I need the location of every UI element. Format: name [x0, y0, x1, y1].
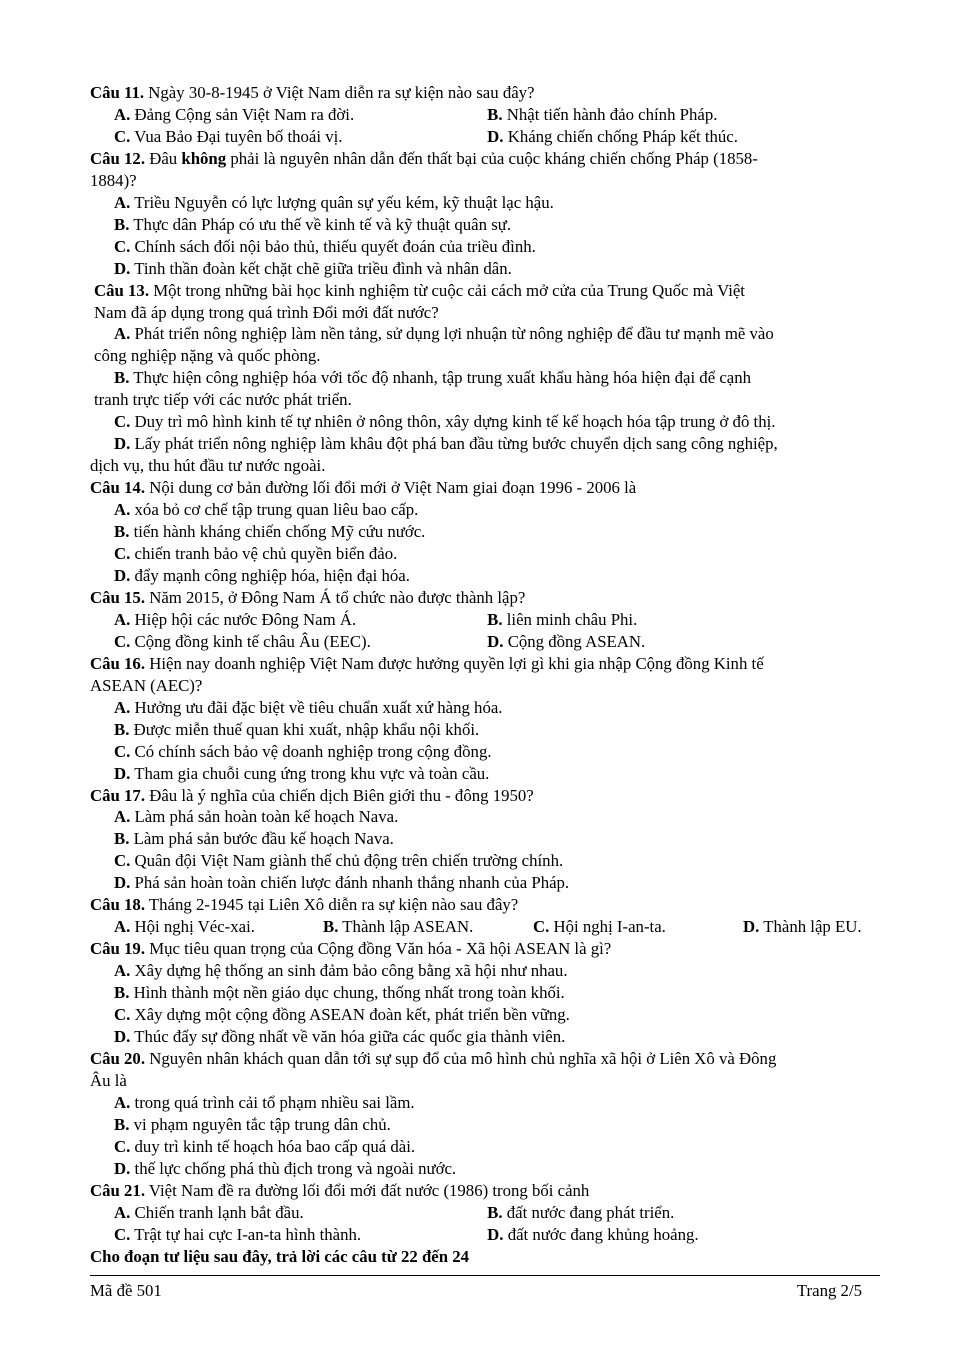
- question-16: [90, 653, 880, 785]
- option-text: Cộng đồng ASEAN.: [507, 631, 646, 651]
- question-text: Đâu là ý nghĩa của chiến dịch Biên giới thu - đông 1950?: [145, 785, 534, 805]
- option-letter: D.: [114, 873, 131, 893]
- option-letter: D.: [487, 1224, 504, 1244]
- option-a: [90, 499, 880, 521]
- option-letter: B.: [487, 104, 503, 124]
- question-stem: [90, 1048, 880, 1070]
- option-letter: D.: [487, 631, 504, 651]
- option-text: Được miễn thuế quan khi xuất, nhập khẩu nội khối.: [133, 719, 480, 739]
- option-text: Trật tự hai cực I-an-ta hình thành.: [134, 1224, 362, 1244]
- question-text: Hiện nay doanh nghiệp Việt Nam được hưởng quyền lợi gì khi gia nhập Cộng đồng Kinh tế: [145, 653, 764, 673]
- option-letter: D.: [114, 1026, 131, 1046]
- option-d: [94, 433, 880, 455]
- option-b: [90, 521, 880, 543]
- option-letter: A.: [114, 807, 131, 827]
- question-number: Câu 19.: [90, 939, 146, 959]
- option-text: Thực hiện công nghiệp hóa với tốc độ nhanh, tập trung xuất khẩu hàng hóa hiện đại để cạnh: [133, 368, 752, 388]
- option-b: [90, 214, 880, 236]
- question-text: Năm 2015, ở Đông Nam Á tổ chức nào được thành lập?: [145, 587, 526, 607]
- passage-intro: Cho đoạn tư liệu sau đây, trả lời các câu từ 22 đến 24: [90, 1246, 470, 1266]
- option-text: Nhật tiến hành đảo chính Pháp.: [506, 104, 718, 124]
- option-a: [90, 697, 880, 719]
- option-text: Chiến tranh lạnh bắt đầu.: [134, 1202, 304, 1222]
- option-c: [90, 850, 880, 872]
- option-text: Thực dân Pháp có ưu thế về kinh tế và kỹ thuật quân sự.: [133, 214, 512, 234]
- options-row: [90, 609, 880, 631]
- page-footer: [90, 1281, 862, 1301]
- option-text: Thành lập ASEAN.: [342, 917, 474, 937]
- option-letter: C.: [114, 544, 131, 564]
- footer-divider: [90, 1275, 880, 1276]
- option-text: Đảng Cộng sản Việt Nam ra đời.: [134, 104, 355, 124]
- option-text: vi phạm nguyên tắc tập trung dân chủ.: [133, 1114, 391, 1134]
- option-text: chiến tranh bảo vệ chủ quyền biển đảo.: [134, 544, 398, 564]
- question-text: Tháng 2-1945 tại Liên Xô diễn ra sự kiện nào sau đây?: [145, 895, 519, 915]
- question-13: [90, 280, 880, 478]
- option-c: [94, 411, 880, 433]
- option-letter: A.: [114, 104, 131, 124]
- option-b: [90, 982, 880, 1004]
- question-17: [90, 785, 880, 895]
- option-d: [90, 763, 880, 785]
- option-a: [90, 104, 487, 126]
- question-list: [90, 82, 880, 1267]
- option-letter: A.: [114, 192, 131, 212]
- option-text: Phá sản hoàn toàn chiến lược đánh nhanh thắng nhanh của Pháp.: [134, 873, 570, 893]
- option-a: [90, 192, 880, 214]
- option-text: Tinh thần đoàn kết chặt chẽ giữa triều đình và nhân dân.: [134, 258, 512, 278]
- option-letter: B.: [114, 368, 130, 388]
- option-text: Hội nghị Véc-xai.: [134, 917, 255, 937]
- option-b: [94, 367, 880, 389]
- option-letter: C.: [114, 126, 131, 146]
- option-letter: D.: [114, 1158, 131, 1178]
- option-letter: A.: [114, 324, 131, 344]
- options-row: [90, 104, 880, 126]
- option-b: [90, 719, 880, 741]
- option-b: [90, 828, 880, 850]
- option-letter: A.: [114, 609, 131, 629]
- option-d: [90, 872, 880, 894]
- option-text: Hình thành một nền giáo dục chung, thống nhất trong toàn khối.: [133, 983, 565, 1003]
- option-text: Tham gia chuỗi cung ứng trong khu vực và toàn cầu.: [134, 763, 490, 783]
- option-c: [90, 543, 880, 565]
- options-row: [90, 1202, 880, 1224]
- option-c: [90, 126, 487, 148]
- question-number: Câu 13.: [94, 280, 150, 300]
- option-text: Hưởng ưu đãi đặc biệt về tiêu chuẩn xuất xứ hàng hóa.: [134, 697, 503, 717]
- option-letter: C.: [114, 1005, 131, 1025]
- options-row: [90, 916, 880, 938]
- option-letter: D.: [114, 434, 131, 454]
- option-b: [323, 916, 533, 938]
- option-letter: B.: [487, 1202, 503, 1222]
- option-letter: B.: [114, 522, 130, 542]
- question-15: [90, 587, 880, 653]
- question-text-cont: 1884)?: [90, 170, 137, 190]
- question-stem: [90, 82, 880, 104]
- option-text-cont: dịch vụ, thu hút đầu tư nước ngoài.: [90, 456, 326, 476]
- option-a: [90, 609, 487, 631]
- option-text-cont: tranh trực tiếp với các nước phát triển.: [94, 390, 352, 410]
- option-letter: D.: [114, 565, 131, 585]
- option-letter: A.: [114, 1092, 131, 1112]
- question-text: Việt Nam đề ra đường lối đổi mới đất nước (1986) trong bối cảnh: [145, 1180, 590, 1200]
- question-20: [90, 1048, 880, 1180]
- option-d: [487, 126, 880, 148]
- option-text: thế lực chống phá thù địch trong và ngoài nước.: [134, 1158, 457, 1178]
- question-text: Nội dung cơ bản đường lối đổi mới ở Việt Nam giai đoạn 1996 - 2006 là: [145, 478, 637, 498]
- option-letter: B.: [114, 1114, 130, 1134]
- option-c: [90, 1136, 880, 1158]
- option-a: [90, 1202, 487, 1224]
- question-text: Ngày 30-8-1945 ở Việt Nam diễn ra sự kiện nào sau đây?: [144, 83, 535, 102]
- question-stem: [90, 1180, 880, 1202]
- option-letter: B.: [487, 609, 503, 629]
- question-21: [90, 1180, 880, 1246]
- question-text: phải là nguyên nhân dẫn đến thất bại của cuộc kháng chiến chống Pháp (1858-: [226, 148, 758, 168]
- option-text: Phát triển nông nghiệp làm nền tảng, sử dụng lợi nhuận từ nông nghiệp để đầu tư mạnh mẽ vào: [134, 324, 774, 344]
- question-number: Câu 16.: [90, 653, 146, 673]
- option-text-cont: công nghiệp nặng và quốc phòng.: [94, 346, 321, 366]
- option-letter: C.: [114, 741, 131, 761]
- option-text: Thành lập EU.: [763, 917, 862, 937]
- option-letter: C.: [114, 236, 131, 256]
- option-text: tiến hành kháng chiến chống Mỹ cứu nước.: [133, 522, 426, 542]
- option-c: [533, 916, 743, 938]
- option-d: [487, 631, 880, 653]
- options-row: [90, 631, 880, 653]
- question-number: Câu 14.: [90, 478, 146, 498]
- option-text: Vua Bảo Đại tuyên bố thoái vị.: [134, 126, 343, 146]
- question-stem: [90, 938, 880, 960]
- option-letter: D.: [114, 258, 131, 278]
- question-19: [90, 938, 880, 1048]
- option-d: [90, 565, 880, 587]
- option-letter: A.: [114, 500, 131, 520]
- option-c: [90, 741, 880, 763]
- option-d: [90, 258, 880, 280]
- question-stem: [90, 894, 880, 916]
- option-letter: B.: [114, 214, 130, 234]
- option-text: Hội nghị I-an-ta.: [553, 917, 666, 937]
- option-letter: C.: [114, 631, 131, 651]
- option-letter: C.: [114, 851, 131, 871]
- option-letter: C.: [533, 917, 550, 937]
- option-text: Lấy phát triển nông nghiệp làm khâu đột phá ban đầu từng bước chuyển dịch sang công nghiệp,: [134, 434, 778, 454]
- option-text: Xây dựng một cộng đồng ASEAN đoàn kết, phát triển bền vững.: [134, 1005, 570, 1025]
- question-stem: [90, 148, 880, 170]
- option-b: [487, 609, 880, 631]
- option-a: [94, 323, 880, 345]
- option-letter: C.: [114, 1224, 131, 1244]
- option-c: [90, 631, 487, 653]
- option-b: [487, 104, 880, 126]
- question-emphasis: không: [181, 148, 227, 168]
- question-11: [90, 82, 880, 148]
- option-text: đẩy mạnh công nghiệp hóa, hiện đại hóa.: [134, 565, 410, 585]
- option-d: [90, 1026, 880, 1048]
- options-row: [90, 126, 880, 148]
- option-a: [90, 960, 880, 982]
- question-stem: [90, 785, 880, 807]
- option-text: liên minh châu Phi.: [506, 609, 638, 629]
- option-d: [90, 1158, 880, 1180]
- option-letter: D.: [743, 917, 760, 937]
- options-row: [90, 1224, 880, 1246]
- option-text: Chính sách đối nội bảo thủ, thiếu quyết đoán của triều đình.: [134, 236, 536, 256]
- question-text: Mục tiêu quan trọng của Cộng đồng Văn hóa - Xã hội ASEAN là gì?: [145, 939, 612, 959]
- option-text: Quân đội Việt Nam giành thế chủ động trên chiến trường chính.: [134, 851, 564, 871]
- question-number: Câu 17.: [90, 785, 146, 805]
- question-text-cont: Nam đã áp dụng trong quá trình Đổi mới đất nước?: [94, 302, 439, 322]
- question-number: Câu 18.: [90, 895, 146, 915]
- option-text: Xây dựng hệ thống an sinh đảm bảo công bằng xã hội như nhau.: [134, 961, 568, 981]
- question-12: [90, 148, 880, 280]
- option-text: Làm phá sản bước đầu kế hoạch Nava.: [133, 829, 394, 849]
- option-text: duy trì kinh tế hoạch hóa bao cấp quá dài.: [134, 1136, 416, 1156]
- option-letter: A.: [114, 917, 131, 937]
- question-stem: [94, 280, 880, 302]
- option-letter: B.: [114, 719, 130, 739]
- option-text: đất nước đang phát triển.: [506, 1202, 675, 1222]
- option-text: xóa bỏ cơ chế tập trung quan liêu bao cấp.: [134, 500, 419, 520]
- question-text: Nguyên nhân khách quan dẫn tới sự sụp đổ của mô hình chủ nghĩa xã hội ở Liên Xô và Đông: [145, 1048, 777, 1068]
- option-text: Duy trì mô hình kinh tế tự nhiên ở nông thôn, xây dựng kinh tế kế hoạch hóa tập trung ở đô thị.: [134, 412, 776, 432]
- question-number: Câu 11.: [90, 83, 145, 102]
- question-number: Câu 20.: [90, 1048, 146, 1068]
- question-stem: [90, 477, 880, 499]
- question-text: Một trong những bài học kinh nghiệm từ cuộc cải cách mở cửa của Trung Quốc mà Việt: [149, 280, 745, 300]
- option-c: [90, 236, 880, 258]
- exam-code: Mã đề 501: [90, 1281, 162, 1300]
- option-text: Cộng đồng kinh tế châu Âu (EEC).: [134, 631, 371, 651]
- question-18: [90, 894, 880, 938]
- option-text: Kháng chiến chống Pháp kết thúc.: [507, 126, 738, 146]
- question-text: Đâu: [145, 148, 182, 168]
- option-c: [90, 1224, 487, 1246]
- option-d: [743, 916, 880, 938]
- option-letter: B.: [114, 829, 130, 849]
- question-stem: [90, 653, 880, 675]
- option-a: [90, 806, 880, 828]
- option-text: Hiệp hội các nước Đông Nam Á.: [134, 609, 357, 629]
- option-text: trong quá trình cải tổ phạm nhiều sai lầm.: [134, 1092, 415, 1112]
- question-14: [90, 477, 880, 587]
- option-b: [90, 1114, 880, 1136]
- question-text-cont: Âu là: [90, 1070, 127, 1090]
- option-a: [114, 916, 323, 938]
- option-letter: A.: [114, 697, 131, 717]
- option-text: Triều Nguyễn có lực lượng quân sự yếu kém, kỹ thuật lạc hậu.: [134, 192, 554, 212]
- question-number: Câu 15.: [90, 587, 146, 607]
- option-letter: C.: [114, 412, 131, 432]
- question-text-cont: ASEAN (AEC)?: [90, 675, 203, 695]
- option-letter: B.: [114, 983, 130, 1003]
- option-text: Thúc đẩy sự đồng nhất về văn hóa giữa các quốc gia thành viên.: [134, 1026, 566, 1046]
- question-stem: [90, 587, 880, 609]
- question-number: Câu 12.: [90, 148, 146, 168]
- option-text: đất nước đang khủng hoảng.: [507, 1224, 699, 1244]
- option-a: [90, 1092, 880, 1114]
- option-d: [487, 1224, 880, 1246]
- option-letter: B.: [323, 917, 339, 937]
- option-letter: A.: [114, 1202, 131, 1222]
- option-letter: D.: [114, 763, 131, 783]
- option-text: Có chính sách bảo vệ doanh nghiệp trong cộng đồng.: [134, 741, 492, 761]
- option-c: [90, 1004, 880, 1026]
- option-letter: C.: [114, 1136, 131, 1156]
- option-letter: D.: [487, 126, 504, 146]
- option-letter: A.: [114, 961, 131, 981]
- page-number: Trang 2/5: [796, 1281, 862, 1300]
- question-number: Câu 21.: [90, 1180, 146, 1200]
- option-text: Làm phá sản hoàn toàn kế hoạch Nava.: [134, 807, 399, 827]
- option-b: [487, 1202, 880, 1224]
